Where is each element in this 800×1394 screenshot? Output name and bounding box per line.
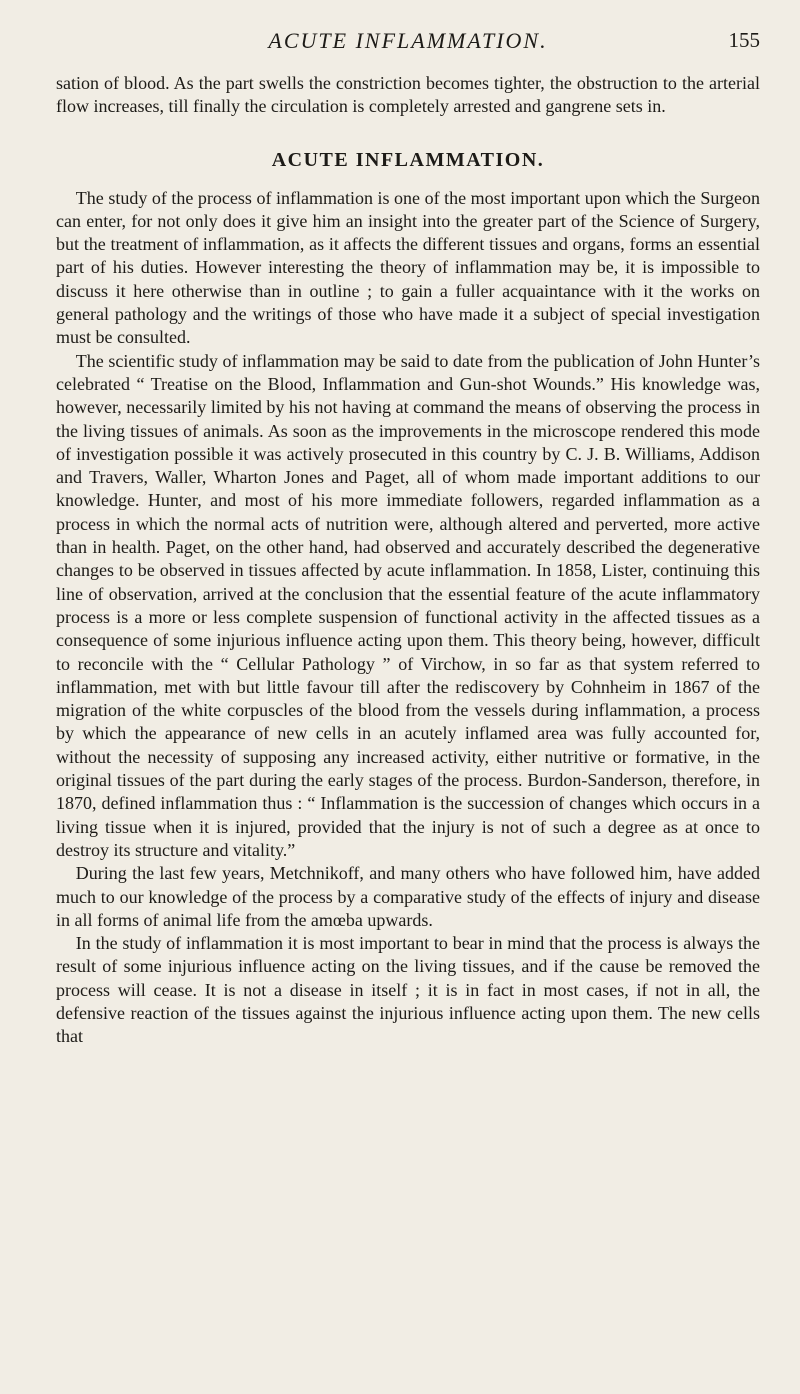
page-number: 155 [728,28,760,52]
section-heading: ACUTE INFLAMMATION. [271,148,545,171]
paragraph-1: The study of the process of inflammation is one of the most important upon which the Surgeon can enter, for not only does it give him an insight into the greater part of the Science of Surgery, but the treatment of inflammation, as it affects the different tissues and organs, forms an essential part of his duties. However interesting the theory of inflammation may be, it is impossible to discuss it here otherwise than in outline ; to gain a fuller acquaintance with it the works on general pathology and the writings of those who have made it a subject of special investigation must be consulted. [56,187,760,348]
opening-paragraph: sation of blood. As the part swells the constriction becomes tighter, the obstruction to the arterial flow increases, till finally the circulation is completely arrested and gangrene sets in. [56,73,760,117]
running-title: ACUTE INFLAMMATION. [268,28,548,53]
paragraph-4: In the study of inflammation it is most important to bear in mind that the process is always the result of some injurious influence acting on the living tissues, and if the cause be removed the process will cease. It is not a disease in itself ; it is in fact in most cases, if not in all, the defensive reaction of the tissues against the injurious influence acting upon them. The new cells that [56,933,760,1047]
paragraph-3: During the last few years, Metchnikoff, and many others who have followed him, have added much to our knowledge of the process by a comparative study of the effects of injury and disease in all forms of animal life from the amœba upwards. [56,863,760,930]
paragraph-2: The scientific study of inflammation may be said to date from the publication of John Hunter’s celebrated “ Treatise on the Blood, Inflammation and Gun-shot Wounds.” His knowledge was, however, necessarily limited by his not having at command the means of observing the process in the living tissues of animals. As soon as the improvements in the microscope rendered this mode of investigation possible it was actively prosecuted in this country by C. J. B. Williams, Addison and Travers, Waller, Wharton Jones and Paget, all of whom made important additions to our knowledge. Hunter, and most of his more immediate followers, regarded inflammation as a process in which the normal acts of nutrition were, although altered and perverted, more active than in health. Paget, on the other hand, had observed and accurately described the degenerative changes to be observed in tissues affected by acute inflammation. In 1858, Lister, continuing this line of observation, arrived at the conclusion that the essential feature of the acute inflammatory process is a more or less complete suspension of functional activity in the affected tissues as a consequence of some injurious influence acting upon them. This theory being, however, difficult to reconcile with the “ Cellular Pathology ” of Virchow, in so far as that system referred to inflammation, met with but little favour till after the rediscovery by Cohnheim in 1867 of the migration of the white corpuscles of the blood from the vessels during inflammation, a process by which the appearance of new cells in an acutely inflamed area was fully accounted for, without the necessity of supposing any increased activity, either nutritive or formative, in the original tissues of the part during the early stages of the process. Burdon-Sanderson, therefore, in 1870, defined inflammation thus : “ Inflammation is the succession of changes which occurs in a living tissue when it is injured, provided that the injury is not of such a degree as at once to destroy its structure and vitality.” [56,350,760,860]
running-head [56,28,760,72]
